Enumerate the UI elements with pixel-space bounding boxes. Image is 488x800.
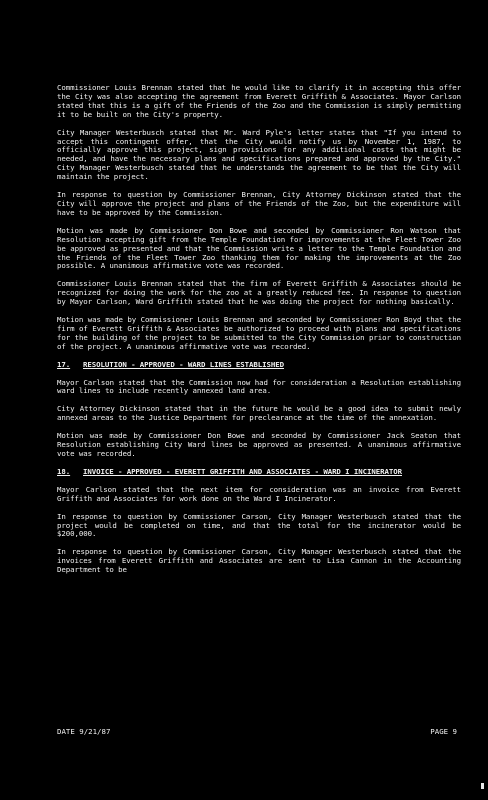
scan-artifact-mark xyxy=(481,783,484,789)
paragraph-city-attorney-response: In response to question by Commissioner Brennan, City Attorney Dickinson stated that the City will approve the project and plans of the Friends of the Zoo, but the expenditure will have to be approved by the Commission. xyxy=(57,190,461,217)
section-number: 18. xyxy=(57,466,71,476)
section-title: RESOLUTION - APPROVED - WARD LINES ESTABLISHED xyxy=(83,359,284,369)
paragraph-city-manager-letter: City Manager Westerbusch stated that Mr. Ward Pyle's letter states that "If you intend to accept this contingent offer, that the City would notify us by November 1, 1987, to officially approve this project, sign provisions for any additional costs that might be needed, and have the necessary plans and specifications prepared and approved by the City." City Manager Westerbusch stated that he understands the agreement to be that the City will maintain the project. xyxy=(57,127,461,182)
paragraph-ward-lines-intro: Mayor Carlson stated that the Commission now had for consideration a Resolution establishing ward lines to include recently annexed land area. xyxy=(57,377,461,396)
footer-date: DATE 9/21/87 xyxy=(57,727,111,736)
paragraph-ward-lines-motion: Motion was made by Commissioner Don Bowe and seconded by Commissioner Jack Seaton that Resolution establishing City Ward lines be approved as presented. A unanimous affirmative vote was recorded. xyxy=(57,431,461,458)
paragraph-motion-authorize-plans: Motion was made by Commissioner Louis Brennan and seconded by Commissioner Ron Boyd that the firm of Everett Griffith & Associates be authorized to proceed with plans and specifications for the building of the project to be submitted to the City Commission prior to construction of the project. A unanimous affirmative vote was recorded. xyxy=(57,315,461,351)
paragraph-invoice-intro: Mayor Carlson stated that the next item for consideration was an invoice from Everett Griffith and Associates for work done on the Ward I Incinerator. xyxy=(57,484,461,503)
paragraph-recognition-griffith: Commissioner Louis Brennan stated that the firm of Everett Griffith & Associates should be recognized for doing the work for the zoo at a greatly reduced fee. In response to question by Mayor Carlson, Ward Griffith stated that he was doing the project for nothing basically. xyxy=(57,279,461,307)
paragraph-motion-accept-gift: Motion was made by Commissioner Don Bowe and seconded by Commissioner Ron Watson that Resolution accepting gift from the Temple Foundation for improvements at the Fleet Tower Zoo be approved as presented and that the Commission write a letter to the Temple Foundation and the Friends of the Fleet Tower Zoo thanking them for making the improvements at the Zoo possible. A unanimous affirmative vote was recorded. xyxy=(57,225,461,271)
paragraph-invoice-completion: In response to question by Commissioner Carson, City Manager Westerbusch stated that the project would be completed on time, and that the total for the incinerator would be $200,000. xyxy=(57,511,461,539)
page-footer xyxy=(57,727,461,736)
section-heading-18 xyxy=(57,468,461,477)
paragraph-ward-lines-preclearance: City Attorney Dickinson stated that in the future he would be a good idea to submit newly annexed areas to the Justice Department for preclearance at the time of the annexation. xyxy=(57,404,461,423)
footer-page-number: PAGE 9 xyxy=(430,727,457,736)
paragraph-gift-clarification: Commissioner Louis Brennan stated that he would like to clarify it in accepting this offer the City was also accepting the agreement from Everett Griffith & Associates. Mayor Carlson stated that this is a gift of the Friends of the Zoo and the Commission is simply permitting it to be built on the City's property. xyxy=(57,83,461,119)
section-number: 17. xyxy=(57,359,71,369)
paragraph-invoice-accounting: In response to question by Commissioner Carson, City Manager Westerbusch stated that the invoices from Everett Griffith and Associates are sent to Lisa Cannon in the Accounting Department to be xyxy=(57,547,461,575)
section-title: INVOICE - APPROVED - EVERETT GRIFFITH AND ASSOCIATES - WARD I INCINERATOR xyxy=(83,466,402,476)
section-heading-17 xyxy=(57,361,461,370)
document-page xyxy=(57,84,461,584)
